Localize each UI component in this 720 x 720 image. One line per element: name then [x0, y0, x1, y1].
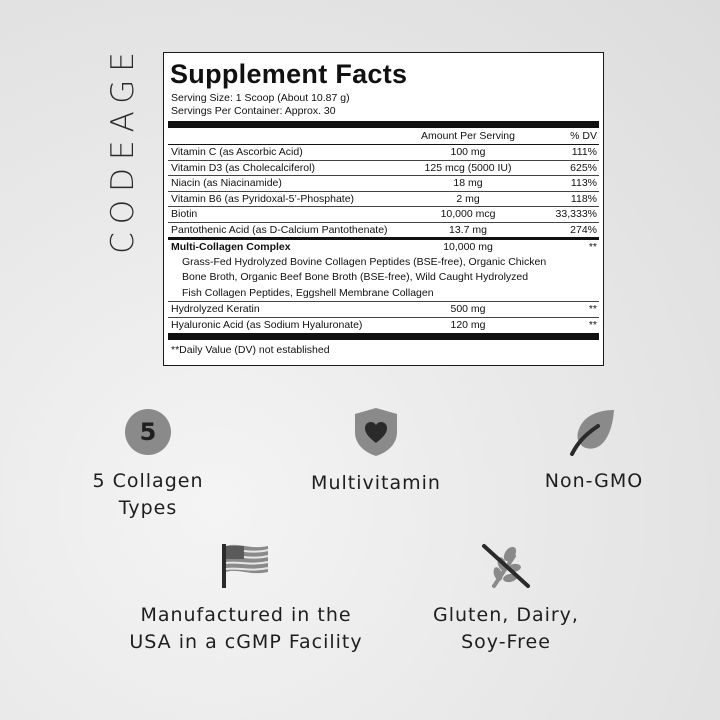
nutrient-name: Biotin: [171, 208, 198, 220]
nutrient-dv: 274%: [570, 223, 597, 236]
nutrient-name: Hydrolyzed Keratin: [171, 303, 260, 315]
complex-dv: **: [588, 241, 597, 253]
nutrient-dv: 113%: [570, 177, 597, 189]
servings-per-container: Servings Per Container: Approx. 30: [171, 105, 336, 117]
feature-label: Non-GMO: [544, 470, 644, 492]
nutrient-dv: 118%: [570, 192, 597, 205]
feature-usa-made: [116, 542, 376, 656]
nutrient-dv: 625%: [570, 161, 597, 174]
dv-header: % DV: [570, 130, 597, 142]
complex-amount: 10,000 mg: [443, 241, 493, 253]
feature-non-gmo: [514, 408, 674, 495]
complex-ingredients-line: Bone Broth, Organic Beef Bone Broth (BSE-free), Wild Caught Hydrolyzed: [182, 271, 529, 283]
footnote: **Daily Value (DV) not established: [171, 344, 330, 356]
nutrient-amount: 10,000 mcg: [440, 208, 496, 220]
serving-size: Serving Size: 1 Scoop (About 10.87 g): [171, 92, 350, 104]
brand-logo: [106, 44, 140, 254]
feature-allergen-free: [426, 542, 586, 656]
thick-rule: [168, 333, 599, 340]
nutrient-amount: 120 mg: [450, 318, 486, 331]
nutrient-dv: **: [588, 303, 597, 315]
leaf-icon: [568, 408, 620, 456]
thick-rule: [168, 121, 599, 128]
nutrient-name: Vitamin B6 (as Pyridoxal-5’-Phosphate): [171, 192, 355, 205]
us-flag-icon: [220, 542, 272, 590]
feature-label: USA in a cGMP Facility: [129, 631, 363, 653]
heart-shield-icon: [353, 406, 399, 458]
table-row: [168, 223, 599, 238]
table-row: [168, 161, 599, 177]
table-row: [168, 302, 599, 318]
feature-label: Gluten, Dairy,: [433, 604, 579, 626]
nutrient-name: Hyaluronic Acid (as Sodium Hyaluronate): [171, 318, 363, 331]
column-header: [168, 128, 599, 145]
nutrient-amount: 500 mg: [450, 303, 486, 315]
amount-header: Amount Per Serving: [421, 130, 515, 142]
table-row: [168, 240, 599, 255]
feature-label: Manufactured in the: [140, 604, 352, 626]
feature-multivitamin: [296, 406, 456, 497]
complex-ingredients-line: Grass-Fed Hydrolyzed Bovine Collagen Peptides (BSE-free), Organic Chicken: [182, 255, 547, 268]
complex-ingredients-line: Fish Collagen Peptides, Eggshell Membrane Collagen: [182, 286, 434, 299]
number-circle-icon: [124, 408, 172, 456]
nutrient-dv: **: [588, 318, 597, 331]
nutrient-amount: 2 mg: [456, 192, 480, 205]
nutrient-name: Pantothenic Acid (as D-Calcium Pantothenate): [171, 223, 388, 236]
no-wheat-icon: [480, 542, 532, 590]
table-row: [168, 318, 599, 333]
table-row: [168, 176, 599, 192]
table-row: [168, 207, 599, 223]
supplement-facts-panel: [163, 52, 604, 366]
feature-label: Multivitamin: [311, 472, 441, 494]
facts-title: Supplement Facts: [170, 59, 408, 89]
feature-label: Soy-Free: [461, 631, 551, 653]
nutrient-dv: 111%: [571, 146, 597, 158]
nutrient-name: Niacin (as Niacinamide): [171, 177, 282, 189]
nutrient-amount: 125 mcg (5000 IU): [424, 161, 512, 174]
nutrient-name: Vitamin C (as Ascorbic Acid): [171, 146, 303, 158]
nutrient-name: Vitamin D3 (as Cholecalciferol): [171, 161, 315, 174]
collagen-complex-block: [168, 240, 599, 302]
nutrient-amount: 13.7 mg: [449, 223, 487, 236]
nutrient-dv: 33,333%: [555, 208, 597, 220]
collagen-count: 5: [139, 418, 157, 446]
feature-label: Types: [118, 497, 178, 519]
feature-collagen-types: [68, 408, 228, 522]
brand-wordmark: CODEAGE: [105, 44, 141, 254]
complex-name: Multi-Collagen Complex: [171, 241, 291, 253]
table-row: [168, 145, 599, 161]
nutrient-amount: 18 mg: [453, 177, 483, 189]
nutrient-amount: 100 mg: [450, 146, 486, 158]
table-row: [168, 192, 599, 208]
feature-label: 5 Collagen: [92, 470, 204, 492]
